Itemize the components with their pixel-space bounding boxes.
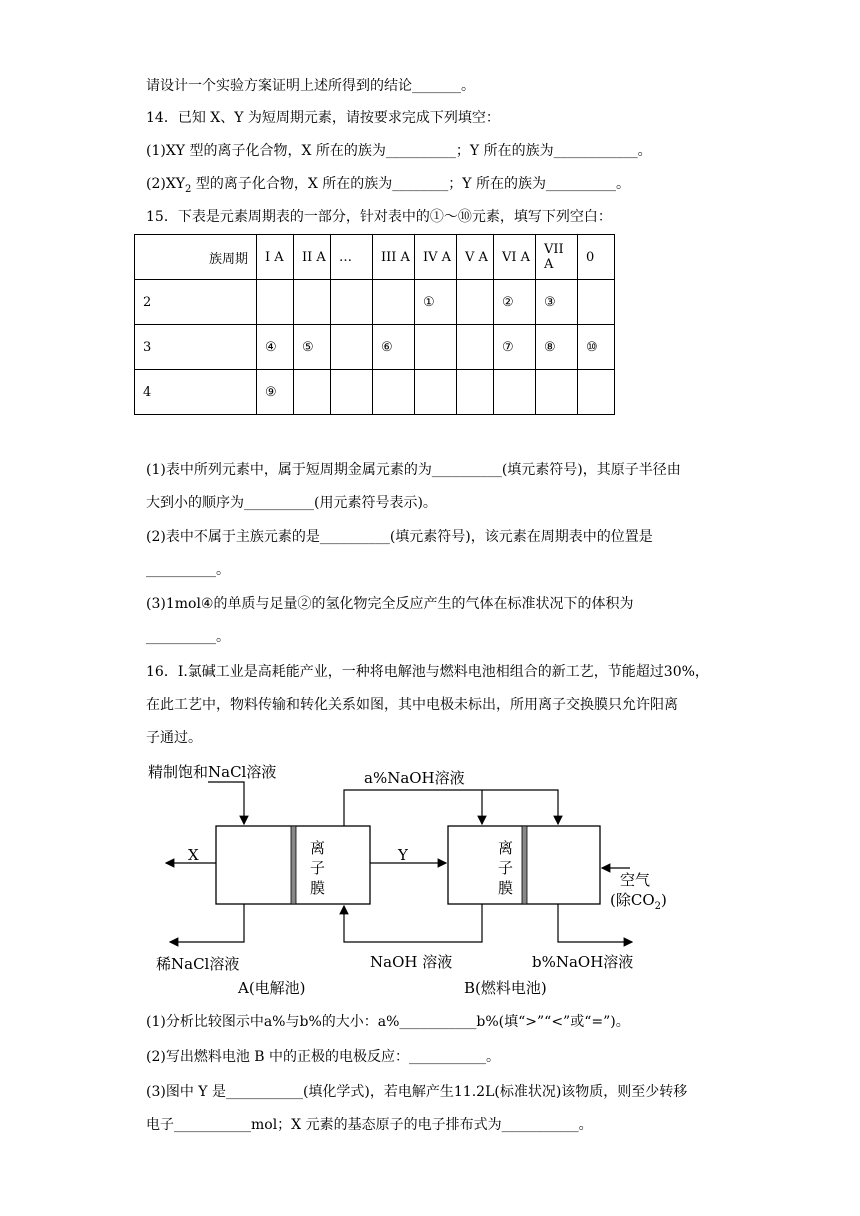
table-cell: 2 xyxy=(135,280,257,325)
question-15-2-b: __________。 xyxy=(146,562,230,578)
table-header-cell: 0 xyxy=(578,235,615,280)
table-cell xyxy=(294,370,331,415)
table-cell xyxy=(578,370,615,415)
membrane-b-char: 膜 xyxy=(498,879,514,897)
table-cell xyxy=(536,370,578,415)
table-cell xyxy=(578,280,615,325)
naoh-mid-label: NaOH 溶液 xyxy=(370,953,453,971)
membrane-a-bar xyxy=(291,826,296,904)
table-cell: ⑩ xyxy=(578,325,615,370)
membrane-a-char: 膜 xyxy=(310,879,326,897)
table-cell xyxy=(415,370,457,415)
question-15-2-a: (2)表中不属于主族元素的是__________(填元素符号)，该元素在周期表中的位置是 xyxy=(146,529,653,545)
membrane-b-bar xyxy=(522,826,527,904)
membrane-b-char: 离 xyxy=(498,839,514,857)
question-16-1: (1)分析比较图示中a%与b%的大小：a%___________b%(填“>”“<”或“=”)。 xyxy=(146,1014,630,1030)
table-cell: ① xyxy=(415,280,457,325)
table-cell xyxy=(331,370,373,415)
table-header-cell: III A xyxy=(373,235,415,280)
table-cell xyxy=(331,325,373,370)
question-16-3-b: 电子___________mol；X 元素的基态原子的电子排布式为___________。 xyxy=(146,1117,593,1133)
table-cell xyxy=(257,280,294,325)
cell-a-label: A(电解池) xyxy=(238,979,306,997)
table-header-cell: 族周期 xyxy=(135,235,257,280)
table-cell: ⑤ xyxy=(294,325,331,370)
table-cell xyxy=(415,325,457,370)
question-16-2: (2)写出燃料电池 B 中的正极的电极反应：___________。 xyxy=(146,1049,501,1065)
table-cell xyxy=(373,280,415,325)
table-cell xyxy=(457,325,494,370)
table-cell xyxy=(494,370,536,415)
table-cell xyxy=(331,280,373,325)
dilute-label: 稀NaCl溶液 xyxy=(156,955,240,973)
table-cell xyxy=(294,280,331,325)
table-cell: ④ xyxy=(257,325,294,370)
y-label: Y xyxy=(398,846,408,864)
membrane-a-char: 离 xyxy=(310,839,326,857)
question-15-3-a: (3)1mol④的单质与足量②的氢化物完全反应产生的气体在标准状况下的体积为 xyxy=(146,596,634,612)
membrane-b-char: 子 xyxy=(498,859,514,877)
table-header-cell: V A xyxy=(457,235,494,280)
table-header-cell: VII A xyxy=(536,235,578,280)
table-cell: ⑧ xyxy=(536,325,578,370)
electrolysis-fuel-cell-diagram xyxy=(146,757,686,1002)
question-15-3-b: __________。 xyxy=(146,629,230,645)
table-cell: ⑦ xyxy=(494,325,536,370)
table-header-cell: VI A xyxy=(494,235,536,280)
table-cell: ③ xyxy=(536,280,578,325)
question-15: 15．下表是元素周期表的一部分，针对表中的①～⑩元素，填写下列空白： xyxy=(146,209,612,225)
question-14-1: (1)XY 型的离子化合物，X 所在的族为__________；Y 所在的族为____________。 xyxy=(146,143,652,159)
question-15-1-a: (1)表中所列元素中，属于短周期金属元素的为__________(填元素符号)，其原子半径由 xyxy=(146,462,681,478)
table-cell xyxy=(457,280,494,325)
table-header-row xyxy=(135,235,615,280)
question-16-a: 16．I.氯碱工业是高耗能产业，一种将电解池与燃料电池相组合的新工艺，节能超过30%， xyxy=(146,664,709,680)
table-cell xyxy=(457,370,494,415)
air-note: (除$CO_2$) xyxy=(610,891,667,912)
question-14: 14．已知 X、Y 为短周期元素，请按要求完成下列填空： xyxy=(146,110,500,126)
text-line: 请设计一个实验方案证明上述所得到的结论_______。 xyxy=(146,78,475,94)
naoh-a-label: a%NaOH溶液 xyxy=(364,769,465,787)
table-cell xyxy=(373,370,415,415)
table-header-cell: II A xyxy=(294,235,331,280)
table-cell: 3 xyxy=(135,325,257,370)
question-16-b: 在此工艺中，物料传输和转化关系如图，其中电极未标出，所用离子交换膜只允许阳离 xyxy=(146,697,678,713)
air-label: 空气 xyxy=(620,871,651,889)
table-cell: ⑥ xyxy=(373,325,415,370)
table-header-cell: IV A xyxy=(415,235,457,280)
naoh-a-transfer-arrow xyxy=(344,790,558,826)
question-16-3-a: (3)图中 Y 是___________(填化学式)，若电解产生11.2L(标准状况)该物质，则至少转移 xyxy=(146,1084,688,1100)
periodic-table xyxy=(134,234,615,415)
dilute-outlet-arrow xyxy=(170,904,244,942)
question-14-2: $(2)XY_2$ 型的离子化合物，X 所在的族为________；Y 所在的族为__________。 xyxy=(146,176,630,195)
cell-b-label: B(燃料电池) xyxy=(464,979,547,997)
table-row xyxy=(135,370,615,415)
table-cell: ② xyxy=(494,280,536,325)
brine-inlet-arrow xyxy=(208,782,244,824)
table-cell: ⑨ xyxy=(257,370,294,415)
table-row xyxy=(135,280,615,325)
naoh-return-arrow xyxy=(344,904,482,942)
naoh-b-outlet-arrow xyxy=(558,904,632,942)
question-15-1-b: 大到小的顺序为__________(用元素符号表示)。 xyxy=(146,495,437,511)
table-header-cell: I A xyxy=(257,235,294,280)
table-row xyxy=(135,325,615,370)
naoh-b-label: b%NaOH溶液 xyxy=(532,953,634,971)
x-label: X xyxy=(188,846,199,864)
table-cell: 4 xyxy=(135,370,257,415)
brine-label: 精制饱和NaCl溶液 xyxy=(148,763,277,781)
membrane-a-char: 子 xyxy=(310,859,326,877)
question-16-c: 子通过。 xyxy=(146,730,202,746)
table-header-cell: … xyxy=(331,235,373,280)
